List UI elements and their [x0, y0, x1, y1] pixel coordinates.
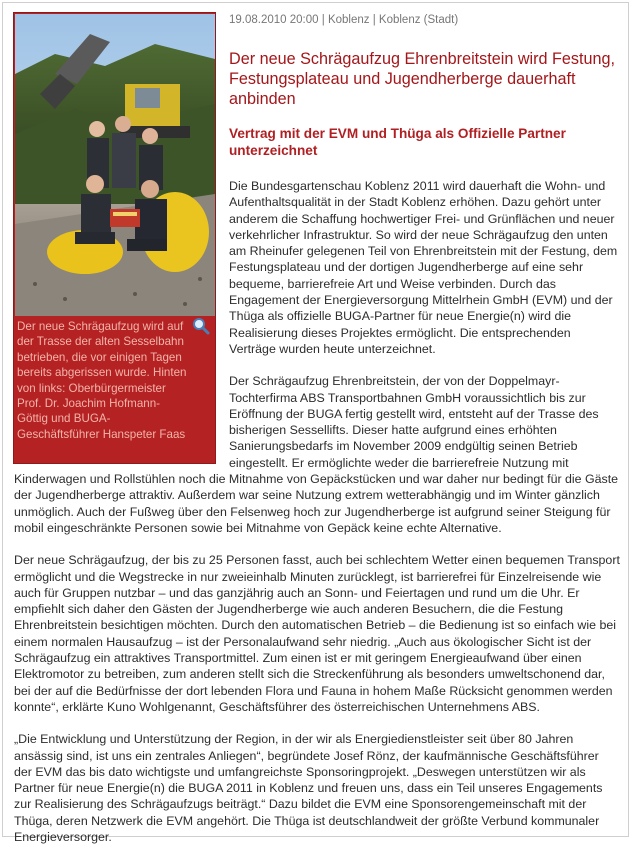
- article-date: 19.08.2010 20:00: [229, 14, 319, 26]
- article-paragraph: „Die Entwicklung und Unterstützung der Region, in der wir als Energiedienstleister seit über 80 Jahren ansässig sind, ist uns ein zentrales Anliegen“, begründete Josef Rönz, der kaufmännische Geschäftsführer der EVM das bis dato wichtigste und umfangreichste Sponsoringprojekt. „Deswegen unterstützen wir als Partner für neue Energie(n) die BUGA 2011 in Koblenz und freuen uns, dass ein Teil unseres Engagements zur Realisierung des Schrägaufzugs beiträgt.“ Dazu bildet die EVM eine Sponsorengemeinschaft mit der Thüga, deren Netzwerk die EVM angehört. Die Thüga ist deutschlandweit der größte Verbund kommunaler Energieversorger.: [14, 732, 603, 844]
- article-city: Koblenz: [327, 14, 370, 26]
- article-paragraph: Der neue Schrägaufzug, der bis zu 25 Personen fasst, auch bei schlechtem Wetter einen bequemen Transport ermöglicht und die Wegstrecke in nur zweieinhalb Minuten zurücklegt, ist barrierefrei für Einzelreisende wie auch für Gruppen nutzbar – und das ganzjährig auch an Sonn- und Feiertagen und rund um die Uhr. Er empfiehlt sich daher den Gästen der Jugendherberge wie auch anderen Besuchern, die die Festung Ehrenbreitstein besichtigen möchten. Durch den automatischen Betrieb – die Bedienung ist so einfach wie bei einem normalen Hausaufzug – ist der Personalaufwand sehr niedrig. „Auch aus ökologischer Sicht ist der Schrägaufzug ein attraktives Transportmittel. Zum einen ist er mit geringem Energieaufwand über einen Elektromotor zu betreiben, zum anderen stellt sich die Streckenführung als besonders umweltschonend dar, bei der auf die Bedürfnisse der dort lebenden Flora und Fauna in hohem Maße Rücksicht genommen werden konnte“, erklärte Kuno Wohlgenannt, Geschäftsführer des österreichischen Unternehmens ABS.: [14, 553, 620, 714]
- article-body: [14, 178, 620, 861]
- meta-separator: |: [372, 14, 376, 26]
- article-title: Der neue Schrägaufzug Ehrenbreitstein wird Festung, Festungsplateau und Jugendherberge dauerhaft anbinden: [229, 50, 616, 108]
- article-region: Koblenz (Stadt): [378, 14, 459, 26]
- article-paragraph: Die Bundesgartenschau Koblenz 2011 wird dauerhaft die Wohn- und Aufenthaltsqualität in der Stadt Koblenz erhöhen. Dazu gehört unter anderem die Schaffung hochwertiger Frei- und Grünflächen und neuer verkehrlicher Infrastruktur. So wird der neue Schrägaufzug den unten am Rheinufer gelegenen Teil von Ehrenbreitstein mit der Festung, dem Festungsplateau und der dortigen Jugendherberge auf eine sehr bequeme, barrierefreie Art und Weise verbinden. Durch das Engagement der Energieversorgung Mittelrhein GmbH (EVM) und der Thüga als offizielle BUGA-Partner für neue Energie(n) wird die Realisierung dieses Projektes ermöglicht. Die entsprechenden Verträge wurden heute unterzeichnet.: [229, 179, 618, 356]
- article-meta: [229, 14, 458, 26]
- article-paragraph: Der Schrägaufzug Ehrenbreitstein, der von der Doppelmayr-Tochterfirma ABS Transportbahnen GmbH voraussichtlich bis zur Eröffnung der BUGA fertig gestellt wird, entsteht auf der Trasse des bisherigen Sessellifts. Dieser hatte aufgrund eines erhöhten Sanierungsbedarfs im November 2009 endgültig seinen Betrieb eingestellt. Er ermöglichte weder die barrierefreie Nutzung mit Kinderwagen und Rollstühlen noch die Mitnahme von Gepäckstücken und war daher nur bedingt für die Gäste der Jugendherberge attraktiv. Außerdem war seine Nutzung extrem wetterabhängig und im Winter gänzlich unmöglich. Auch der Fußweg über den Felsenweg hoch zur Jugendherberge ist aufgrund seiner Steigung für mobil eingeschränkte Personen sowie bei Mitnahme von Gepäck keine echte Alternative.: [14, 374, 619, 535]
- meta-separator: |: [321, 14, 325, 26]
- article-subtitle: Vertrag mit der EVM und Thüga als Offizielle Partner unterzeichnet: [229, 126, 566, 158]
- photo-float-spacer: [14, 178, 229, 464]
- photo-caption: Der neue Schrägaufzug wird auf der Trasse der alten Sesselbahn betrieben, die vor einigen Tagen bereits abgerissen wurde. Hinten von links: Oberbürgermeister Prof. Dr. Joachim Hofmann-Göttig und BUGA-Geschäftsführer Hanspeter Faas: [17, 320, 187, 441]
